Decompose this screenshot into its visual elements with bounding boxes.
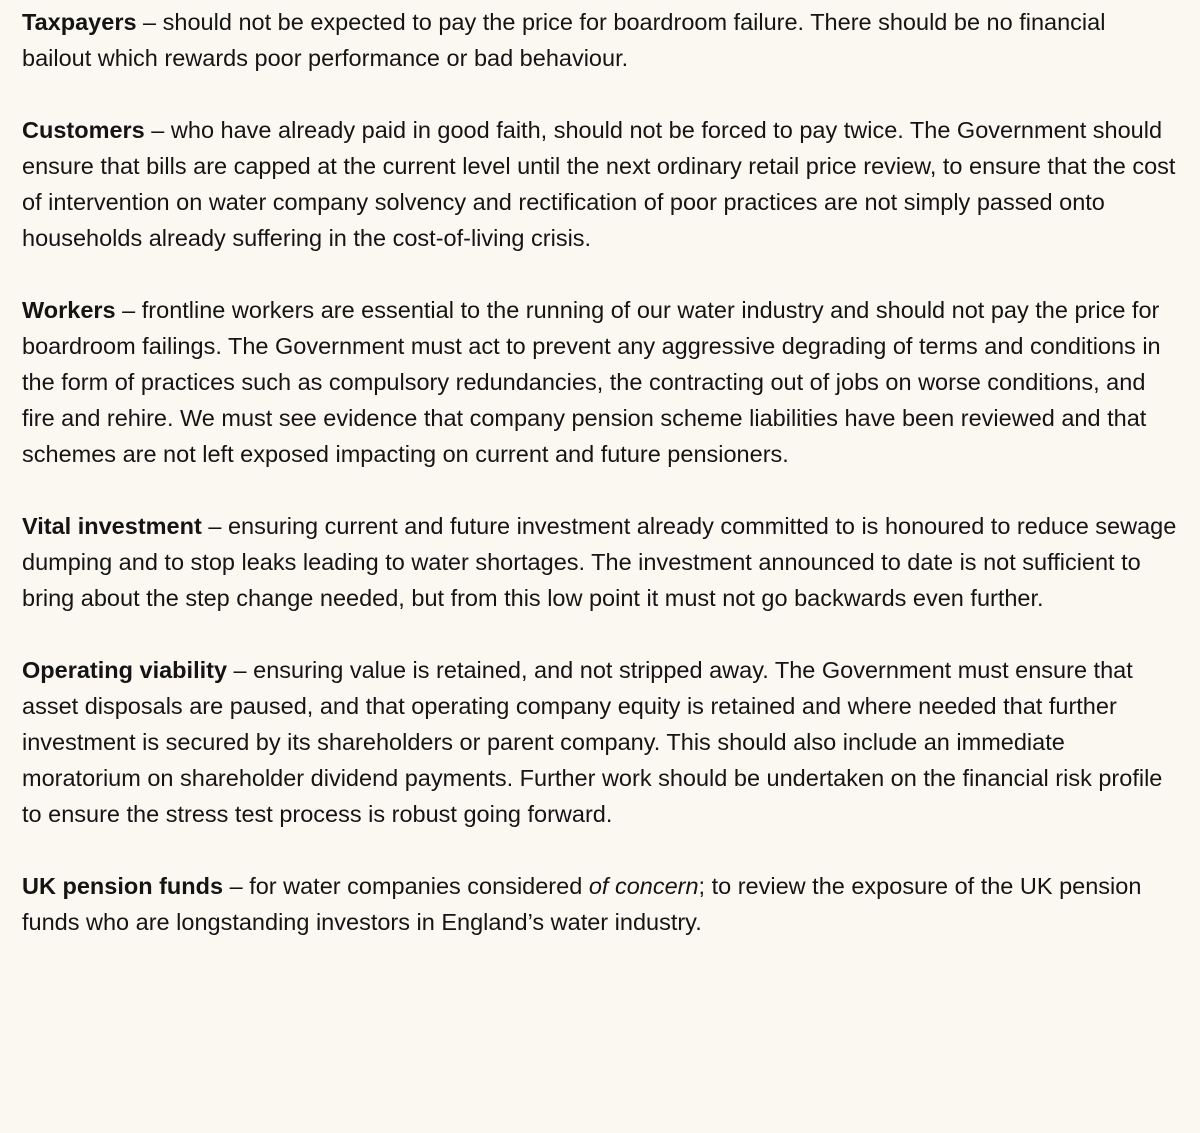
paragraph-text-after: ; to review the exposure of the UK pension funds who are longstanding investors in England’s water industry. [22,873,1142,935]
dash-separator: – [201,513,228,539]
dash-separator: – [227,657,254,683]
paragraph-workers [22,292,1180,472]
paragraph-text: frontline workers are essential to the running of our water industry and should not pay the price for boardroom failings. The Government must act to prevent any aggressive degrading of terms and conditions in the form of practices such as compulsory redundancies, the contracting out of jobs on worse conditions, and fire and rehire. We must see evidence that company pension scheme liabilities have been reviewed and that schemes are not left exposed impacting on current and future pensioners. [22,297,1161,467]
term-taxpayers: Taxpayers [22,9,137,35]
paragraph-taxpayers [22,4,1180,76]
paragraph-vital-investment [22,508,1180,616]
paragraph-text-before: for water companies considered [249,873,589,899]
paragraph-text: ensuring value is retained, and not stripped away. The Government must ensure that asset disposals are paused, and that operating company equity is retained and where needed that further investment is secured by its shareholders or parent company. This should also include an immediate moratorium on shareholder dividend payments. Further work should be undertaken on the financial risk profile to ensure the stress test process is robust going forward. [22,657,1163,827]
term-uk-pension-funds: UK pension funds [22,873,224,899]
paragraph-text: ensuring current and future investment already committed to is honoured to reduce sewage dumping and to stop leaks leading to water shortages. The investment announced to date is not sufficient to bring about the step change needed, but from this low point it must not go backwards even further. [22,513,1177,611]
term-customers: Customers [22,117,145,143]
dash-separator: – [144,117,171,143]
paragraph-uk-pension-funds [22,868,1180,940]
term-vital-investment: Vital investment [22,513,202,539]
paragraph-text-italic: of concern [588,873,699,899]
term-operating-viability: Operating viability [22,657,228,683]
paragraph-text: should not be expected to pay the price for boardroom failure. There should be no financial bailout which rewards poor performance or bad behaviour. [22,9,1106,71]
paragraph-text: who have already paid in good faith, should not be forced to pay twice. The Government should ensure that bills are capped at the current level until the next ordinary retail price review, to ensure that the cost of intervention on water company solvency and rectification of poor practices are not simply passed onto households already suffering in the cost-of-living crisis. [22,117,1176,251]
dash-separator: – [115,297,142,323]
term-workers: Workers [22,297,116,323]
paragraph-customers [22,112,1180,256]
paragraph-operating-viability [22,652,1180,832]
dash-separator: – [223,873,250,899]
dash-separator: – [136,9,163,35]
